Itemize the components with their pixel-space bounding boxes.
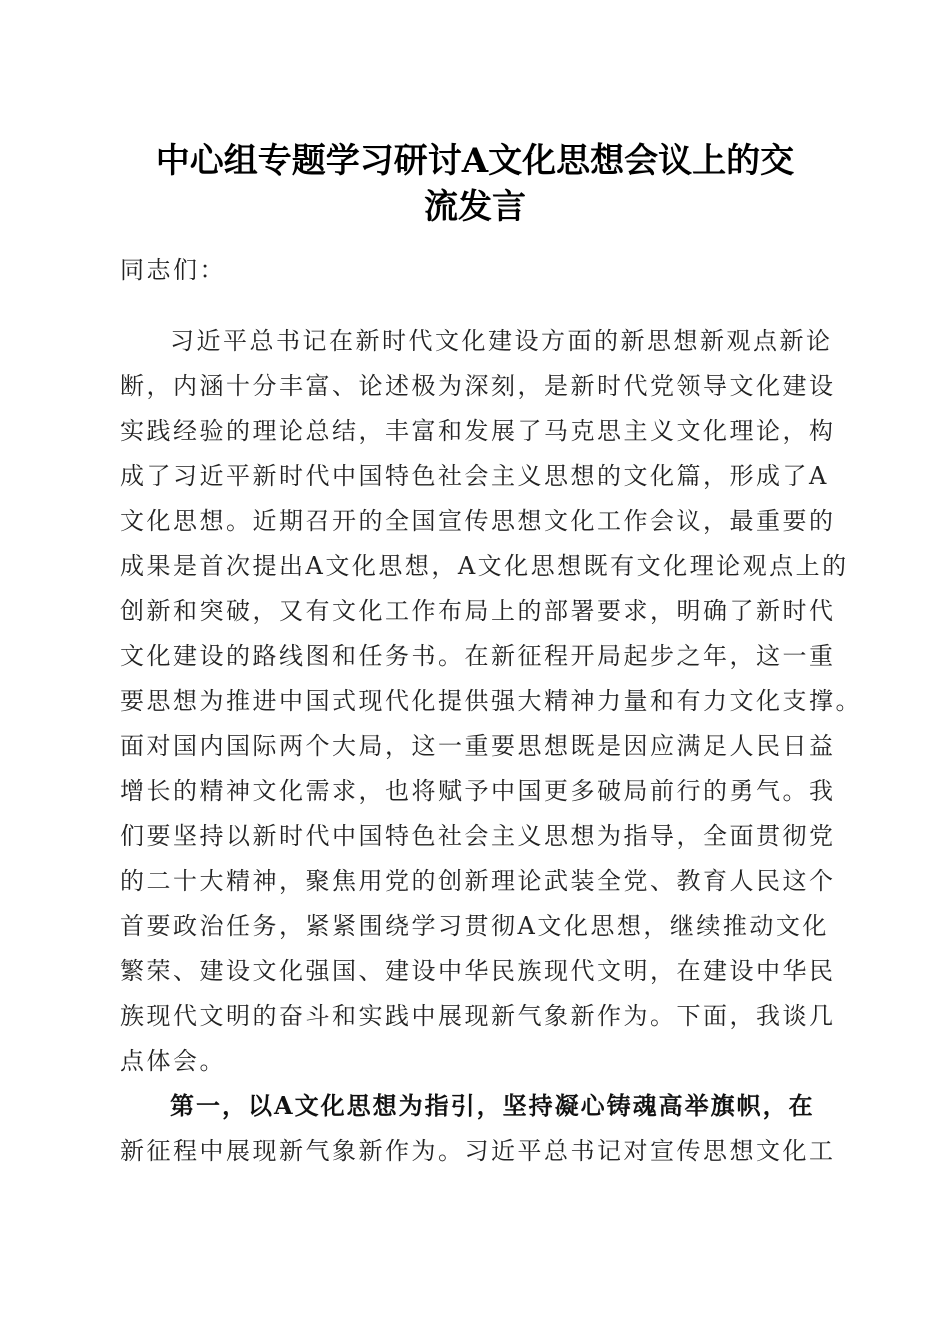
- paragraph-line: 实践经验的理论总结，丰富和发展了马克思主义文化理论，构: [120, 417, 836, 445]
- paragraph-line: 文化思想。近期召开的全国宣传思想文化工作会议，最重要的: [120, 507, 836, 535]
- paragraph-line: 文化建设的路线图和任务书。在新征程开局起步之年，这一重: [120, 642, 836, 670]
- section-text-line: 新征程中展现新气象新作为。习近平总书记对宣传思想文化工: [120, 1137, 836, 1165]
- greeting: 同志们：: [120, 256, 226, 284]
- paragraph-line: 习近平总书记在新时代文化建设方面的新思想新观点新论: [170, 327, 833, 355]
- paragraph-line: 的二十大精神，聚焦用党的创新理论武装全党、教育人民这个: [120, 867, 836, 895]
- document-title-line-1: 中心组专题学习研讨A文化思想会议上的交: [155, 141, 795, 181]
- document-title-line-2: 流发言: [424, 187, 526, 227]
- paragraph-line: 成了习近平新时代中国特色社会主义思想的文化篇，形成了A: [120, 462, 829, 490]
- paragraph-line: 点体会。: [120, 1047, 226, 1075]
- paragraph-line: 繁荣、建设文化强国、建设中华民族现代文明，在建设中华民: [120, 957, 836, 985]
- paragraph-line: 们要坚持以新时代中国特色社会主义思想为指导，全面贯彻党: [120, 822, 836, 850]
- paragraph-line: 族现代文明的奋斗和实践中展现新气象新作为。下面，我谈几: [120, 1002, 836, 1030]
- paragraph-line: 增长的精神文化需求，也将赋予中国更多破局前行的勇气。我: [120, 777, 836, 805]
- paragraph-line: 要思想为推进中国式现代化提供强大精神力量和有力文化支撑。: [120, 687, 862, 715]
- paragraph-line: 面对国内国际两个大局，这一重要思想既是因应满足人民日益: [120, 732, 836, 760]
- paragraph-line: 成果是首次提出A文化思想，A文化思想既有文化理论观点上的: [120, 552, 849, 580]
- paragraph-line: 创新和突破，又有文化工作布局上的部署要求，明确了新时代: [120, 597, 836, 625]
- paragraph-line: 首要政治任务，紧紧围绕学习贯彻A文化思想，继续推动文化: [120, 912, 829, 940]
- paragraph-line: 断，内涵十分丰富、论述极为深刻，是新时代党领导文化建设: [120, 372, 836, 400]
- section-heading-line: 第一，以A文化思想为指引，坚持凝心铸魂高举旗帜，在: [170, 1091, 815, 1120]
